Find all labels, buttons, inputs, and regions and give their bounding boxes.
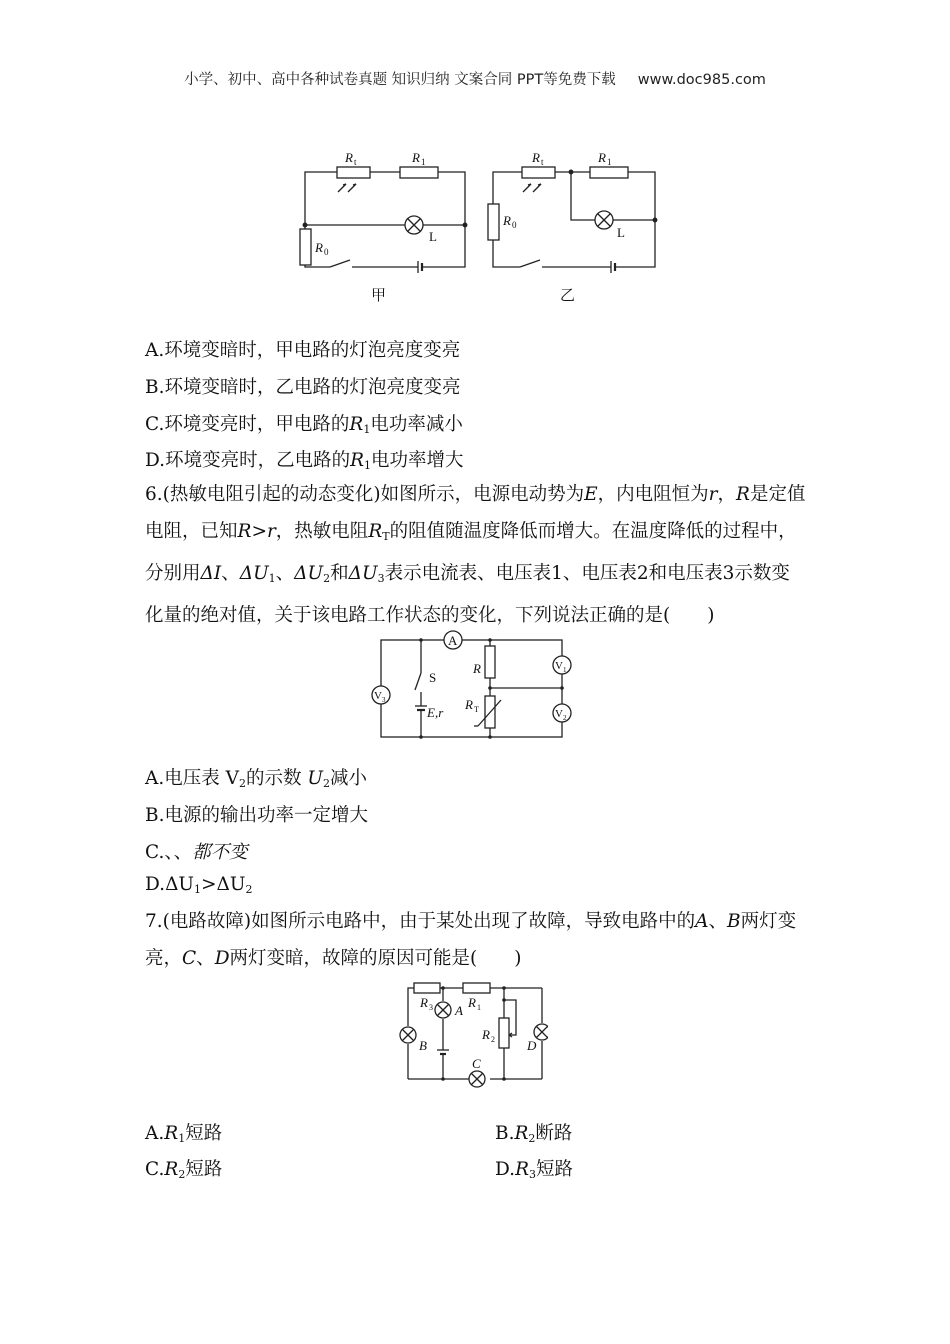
q7-topic-tag: 电路故障 <box>169 911 244 932</box>
label-lamp-jia: L <box>429 229 437 244</box>
resistor-r0-yi <box>488 204 499 240</box>
label-r3: R <box>420 995 428 1010</box>
q6-option-c[interactable]: C.、、都不变 <box>145 842 248 863</box>
q6-option-a[interactable]: A.电压表 $V_2$的示数 $U_2$减小 <box>145 768 368 790</box>
q6-topic-tag: 热敏电阻引起的动态变化 <box>169 484 374 505</box>
q7-option-c[interactable]: $C.R_2$短路 <box>145 1159 223 1181</box>
resistor-r3-q7 <box>414 983 440 993</box>
rheostat-r2-q7 <box>499 1018 509 1048</box>
resistor-r1-q7 <box>463 983 490 993</box>
svg-text:0: 0 <box>324 247 329 257</box>
q7-option-d[interactable]: $D.R_3$短路 <box>495 1159 574 1181</box>
q5-option-c[interactable]: C.环境变亮时，甲电路的$R_1$电功率减小 <box>145 414 463 436</box>
label-lamp-c: C <box>472 1056 481 1071</box>
label-lamp-a: A <box>455 1003 463 1018</box>
label-r1-yi: R <box>598 150 606 165</box>
svg-text:0: 0 <box>512 220 517 230</box>
svg-text:1: 1 <box>607 157 612 167</box>
header-site[interactable]: www.doc985.com <box>637 72 766 88</box>
circuit-jia <box>300 167 467 273</box>
svg-text:1: 1 <box>421 157 426 167</box>
label-r1: R <box>468 995 476 1010</box>
svg-text:1: 1 <box>563 666 567 674</box>
switch-s-q6 <box>415 673 421 690</box>
caption-yi: 乙 <box>560 286 576 304</box>
label-ammeter: A <box>448 633 458 648</box>
svg-text:2: 2 <box>491 1035 495 1044</box>
q5-option-d[interactable]: D.环境变亮时，乙电路的$R_1$电功率增大 <box>145 450 464 472</box>
q6-option-b[interactable]: B.电源的输出功率一定增大 <box>145 805 368 826</box>
svg-text:t: t <box>354 157 357 167</box>
q5-option-a[interactable]: A.环境变暗时，甲电路的灯泡亮度变亮 <box>145 340 461 361</box>
switch-yi <box>520 260 540 267</box>
svg-text:1: 1 <box>477 1003 481 1012</box>
figure-circuit-q7 <box>398 978 548 1090</box>
resistor-r0-jia <box>300 229 311 265</box>
page-header <box>0 68 950 89</box>
q7-stem: 7.(电路故障)如图所示电路中，由于某处出现了故障，导致电路中的A、B两灯变亮，C、D两灯变暗，故障的原因可能是( ) <box>145 911 797 969</box>
label-lamp-d: D <box>527 1038 537 1053</box>
svg-text:2: 2 <box>563 714 567 722</box>
resistor-r-q6 <box>485 646 495 678</box>
svg-text:3: 3 <box>429 1003 433 1012</box>
resistor-rt-jia <box>337 167 370 178</box>
svg-text:V: V <box>555 708 563 720</box>
label-r0-yi: R <box>503 213 511 228</box>
header-text: 小学、初中、高中各种试卷真题 知识归纳 文案合同 PPT等免费下载 <box>184 72 616 88</box>
q5-option-b[interactable]: B.环境变暗时，乙电路的灯泡亮度变亮 <box>145 377 461 398</box>
q6-stem: 6.(热敏电阻引起的动态变化)如图所示，电源电动势为E，内电阻恒为r，R是定值电阻，已知R>r，热敏电阻$R_T$的阻值随温度降低而增大。在温度降低的过程中，分别用ΔI、$\Delta U_1$、$\Delta U_2$和$\Delta U_3$表示电流表、电压表1、电压表2和电压表3示数变化量的绝对值，关于该电路工作状态的变化，下列说法正确的是( ) <box>145 484 806 626</box>
q6-option-d[interactable]: $D.\Delta U_1>\Delta U_2$ <box>145 874 253 896</box>
svg-text:T: T <box>474 705 479 714</box>
q7-option-a[interactable]: $A.R_1$短路 <box>145 1123 223 1145</box>
label-rt-jia: R <box>345 150 353 165</box>
svg-text:3: 3 <box>382 696 386 704</box>
svg-text:t: t <box>541 157 544 167</box>
label-rt-yi: R <box>532 150 540 165</box>
svg-text:V: V <box>555 660 563 672</box>
resistor-r1-jia <box>400 167 438 178</box>
label-er: E,r <box>427 705 444 720</box>
label-r: R <box>473 661 481 676</box>
label-r2: R <box>482 1027 490 1042</box>
q7-option-b[interactable]: $B.R_2$断路 <box>495 1123 573 1145</box>
caption-jia: 甲 <box>371 286 387 304</box>
figure-circuits-jia-yi <box>290 140 670 310</box>
figure-circuit-q6 <box>365 628 580 746</box>
label-r0-jia: R <box>315 240 323 255</box>
resistor-rt-yi <box>522 167 555 178</box>
switch-jia <box>330 260 350 267</box>
resistor-r1-yi <box>590 167 628 178</box>
label-lamp-yi: L <box>617 225 625 240</box>
label-switch-s: S <box>429 670 437 685</box>
label-r1-jia: R <box>412 150 420 165</box>
label-lamp-b: B <box>419 1038 427 1053</box>
label-rt: R <box>465 697 473 712</box>
svg-text:V: V <box>374 690 382 702</box>
